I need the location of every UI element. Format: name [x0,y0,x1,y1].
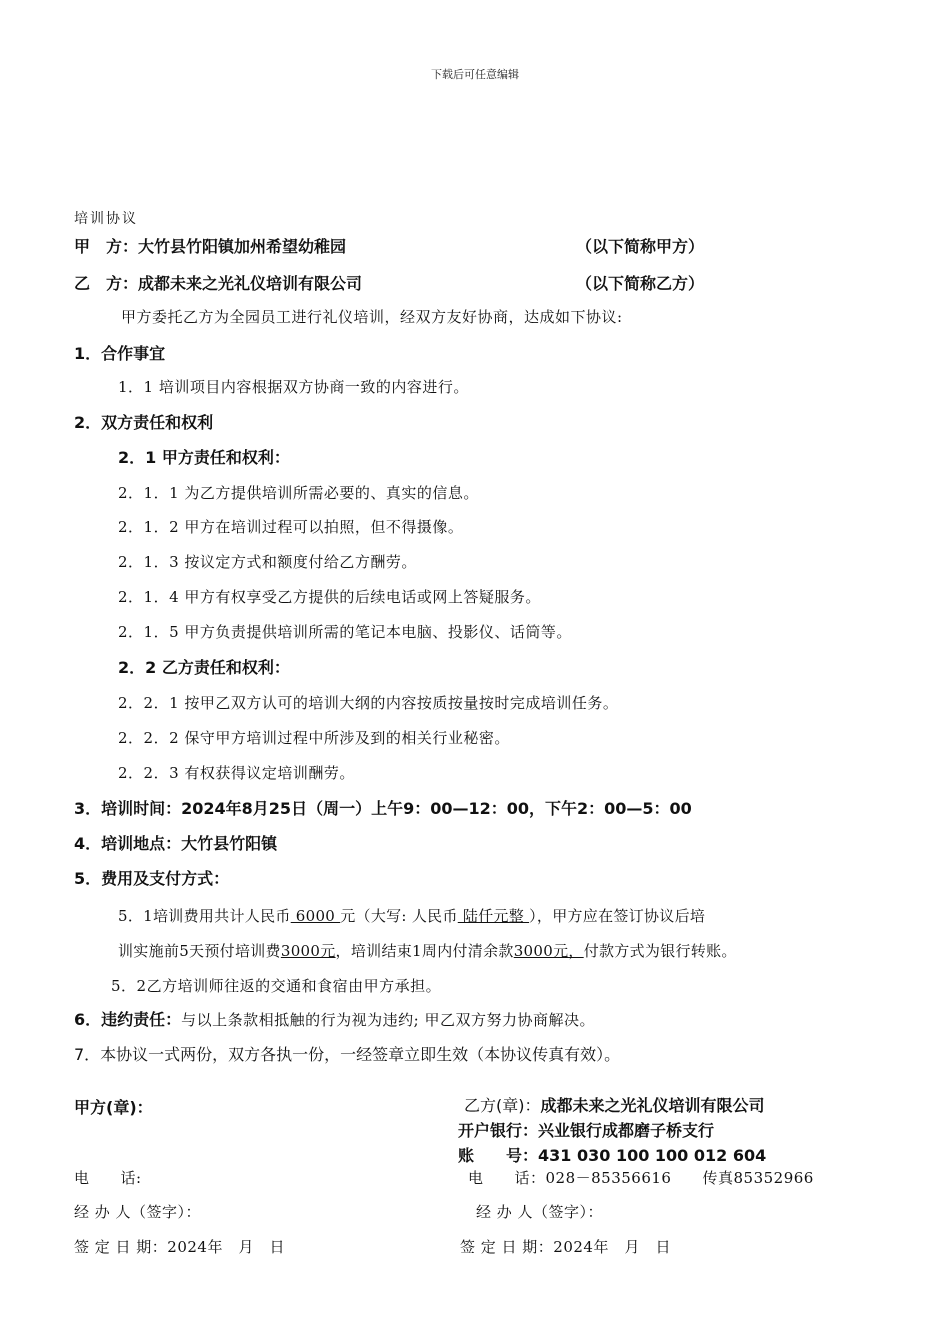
section-2-heading: 2．双方责任和权利 [74,413,214,432]
clause-2-1-1: 2．1．1 为乙方提供培训所需必要的、真实的信息。 [118,484,479,502]
intro-paragraph: 甲方委托乙方为全园员工进行礼仪培训，经双方友好协商，达成如下协议: [121,308,623,326]
clause-5-1-text-d: 训实施前5天预付培训费 [118,942,281,960]
clause-2-2-3: 2．2．3 有权获得议定培训酬劳。 [118,764,355,782]
party-b-label: 乙 方： [74,274,139,293]
section-6-line [74,1007,595,1030]
party-a-handler: 经 办 人（签字）： [74,1203,202,1221]
section-4-training-location: 4．培训地点：大竹县竹阳镇 [74,834,278,853]
clause-5-1-text-c: ），甲方应在签订协议后培 [529,907,706,925]
prepayment-amount: 3000元 [280,942,336,960]
section-6-text: 与以上条款相抵触的行为视为违约; 甲乙双方努力协商解决。 [181,1011,595,1029]
section-5-heading: 5．费用及支付方式： [74,869,230,888]
clause-5-1-line-1 [118,905,705,926]
clause-5-1-text-a: 5．1培训费用共计人民币 [118,907,291,925]
party-a-seal: 甲方(章)： [74,1098,153,1117]
party-a-phone: 电 话: [74,1169,142,1187]
party-a-line [74,234,874,257]
section-3-training-time: 3．培训时间：2024年8月25日（周一）上午9：00—12：00，下午2：00—5：00 [74,799,692,818]
fee-amount-words: 陆仟元整 [457,907,530,925]
balance-amount: 3000元， [513,942,584,960]
party-a-label: 甲 方： [74,237,139,256]
clause-5-1-line-2 [118,940,737,961]
party-b-handler: 经 办 人（签字）： [476,1203,604,1221]
clause-2-1-heading: 2．1 甲方责任和权利： [118,448,290,467]
clause-2-2-1: 2．2．1 按甲乙双方认可的培训大纲的内容按质按量按时完成培训任务。 [118,694,619,712]
clause-5-1-text-b: 元（大写: 人民币 [340,907,458,925]
clause-2-1-2: 2．1．2 甲方在培训过程可以拍照，但不得摄像。 [118,518,464,536]
clause-2-1-5: 2．1．5 甲方负责提供培训所需的笔记本电脑、投影仪、话筒等。 [118,623,572,641]
party-b-seal-name: 成都未来之光礼仪培训有限公司 [540,1096,765,1115]
header-note: 下载后可任意编辑 [431,68,519,81]
party-b-sign-date: 签 定 日 期：2024年 月 日 [460,1238,671,1256]
clause-2-1-4: 2．1．4 甲方有权享受乙方提供的后续电话或网上答疑服务。 [118,588,541,606]
clause-5-1-text-f: 付款方式为银行转账。 [583,942,737,960]
party-b-note: （以下简称乙方） [576,274,705,293]
section-6-label: 6．违约责任： [74,1010,182,1029]
party-a-sign-date: 签 定 日 期：2024年 月 日 [74,1238,285,1256]
party-a-note: （以下简称甲方） [576,237,705,256]
section-7-text: 7．本协议一式两份，双方各执一份，一经签章立即生效（本协议传真有效）。 [74,1045,621,1064]
party-b-seal-line [464,1093,765,1116]
party-b-bank: 开户银行：兴业银行成都磨子桥支行 [458,1121,715,1140]
clause-5-2: 5．2乙方培训师往返的交通和食宿由甲方承担。 [111,977,442,995]
clause-1-1: 1．1 培训项目内容根据双方协商一致的内容进行。 [118,378,469,396]
clause-5-1-text-e: ，培训结束1周内付清余款 [335,942,514,960]
document-title: 培训协议 [74,211,138,227]
fee-amount: 6000 [290,907,341,925]
section-1-heading: 1．合作事宜 [74,344,166,363]
clause-2-2-heading: 2．2 乙方责任和权利： [118,658,290,677]
party-b-account: 账 号：431 030 100 100 012 604 [458,1146,767,1165]
party-b-line [74,271,874,294]
party-b-seal-label: 乙方(章)： [464,1096,541,1115]
clause-2-2-2: 2．2．2 保守甲方培训过程中所涉及到的相关行业秘密。 [118,729,510,747]
party-b-name: 成都未来之光礼仪培训有限公司 [138,274,363,293]
clause-2-1-3: 2．1．3 按议定方式和额度付给乙方酬劳。 [118,553,417,571]
party-a-name: 大竹县竹阳镇加州希望幼稚园 [138,237,347,256]
party-b-phone-fax: 电 话：028－85356616 传真85352966 [468,1169,814,1187]
